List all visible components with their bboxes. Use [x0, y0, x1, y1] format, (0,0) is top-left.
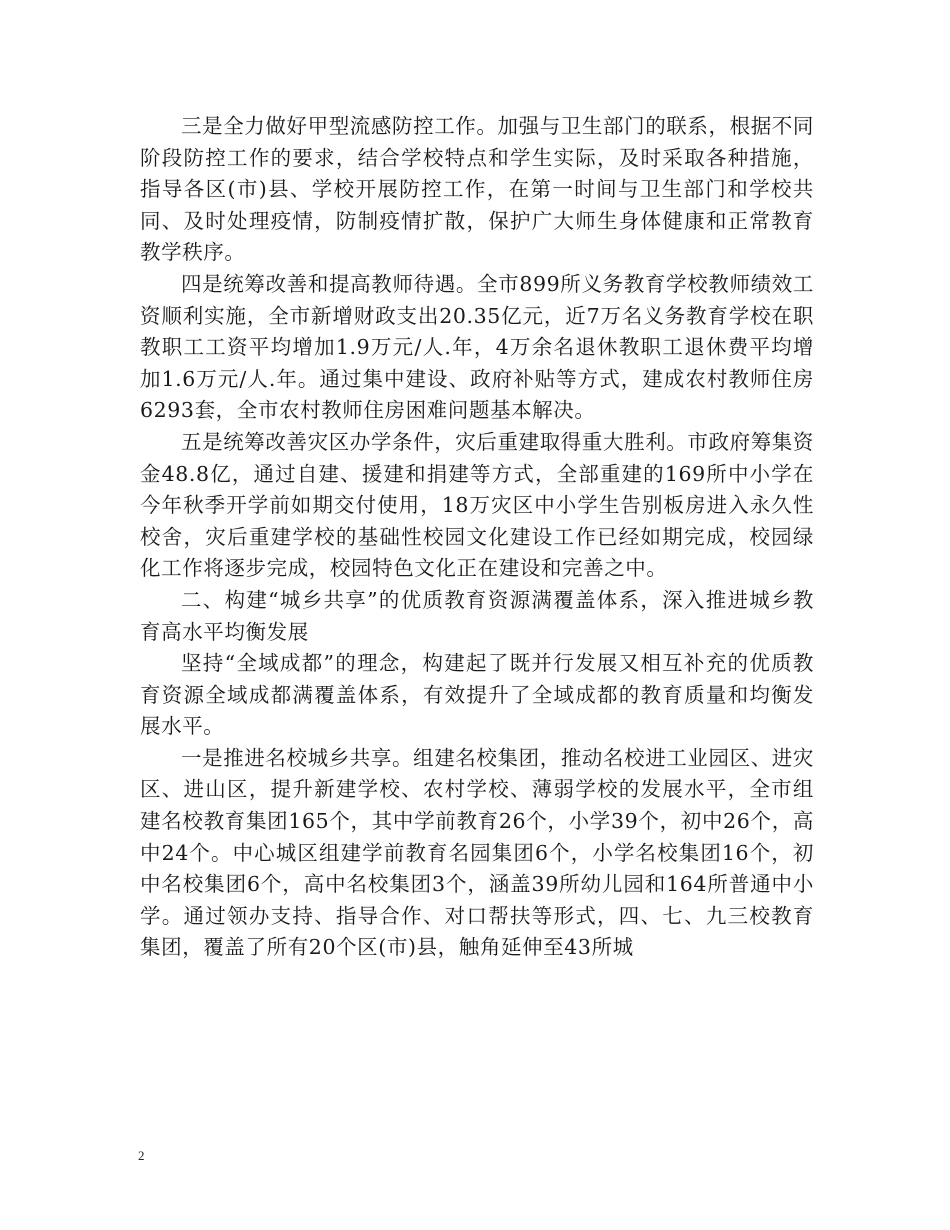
paragraph-elite-school-sharing: 一是推进名校城乡共享。组建名校集团，推动名校进工业园区、进灾区、进山区，提升新建学校、农村学校、薄弱学校的发展水平，全市组建名校教育集团165个，其中学前教育26个，小学39个，初中26个，高中24个。中心城区组建学前教育名园集团6个，小学名校集团16个，初中名校集团6个，高中名校集团3个，涵盖39所幼儿园和164所普通中小学。通过领办支持、指导合作、对口帮扶等形式，四、七、九三校教育集团，覆盖了所有20个区(市)县，触角延伸至43所城 [140, 745, 814, 960]
section-heading-urban-rural-sharing: 二、构建“城乡共享”的优质教育资源满覆盖体系，深入推进城乡教育高水平均衡发展 [140, 587, 814, 644]
paragraph-flu-prevention: 三是全力做好甲型流感防控工作。加强与卫生部门的联系，根据不同阶段防控工作的要求，结合学校特点和学生实际，及时采取各种措施，指导各区(市)县、学校开展防控工作，在第一时间与卫生部门和学校共同、及时处理疫情，防制疫情扩散，保护广大师生身体健康和正常教育教学秩序。 [140, 114, 814, 265]
paragraph-teacher-benefits: 四是统筹改善和提高教师待遇。全市899所义务教育学校教师绩效工资顺利实施，全市新增财政支出20.35亿元，近7万名义务教育学校在职教职工工资平均增加1.9万元/人.年，4万余名退休教职工退休费平均增加1.6万元/人.年。通过集中建设、政府补贴等方式，建成农村教师住房6293套，全市农村教师住房困难问题基本解决。 [140, 271, 814, 423]
page-number: 2 [138, 1148, 145, 1163]
document-body [140, 111, 814, 964]
paragraph-whole-chengdu-concept: 坚持“全域成都”的理念，构建起了既并行发展又相互补充的优质教育资源全域成都满覆盖体系，有效提升了全域成都的教育质量和均衡发展水平。 [140, 651, 814, 739]
paragraph-disaster-reconstruction: 五是统筹改善灾区办学条件，灾后重建取得重大胜利。市政府筹集资金48.8亿，通过自建、援建和捐建等方式，全部重建的169所中小学在今年秋季开学前如期交付使用，18万灾区中小学生告别板房进入永久性校舍，灾后重建学校的基础性校园文化建设工作已经如期完成，校园绿化工作将逐步完成，校园特色文化正在建设和完善之中。 [140, 429, 814, 581]
